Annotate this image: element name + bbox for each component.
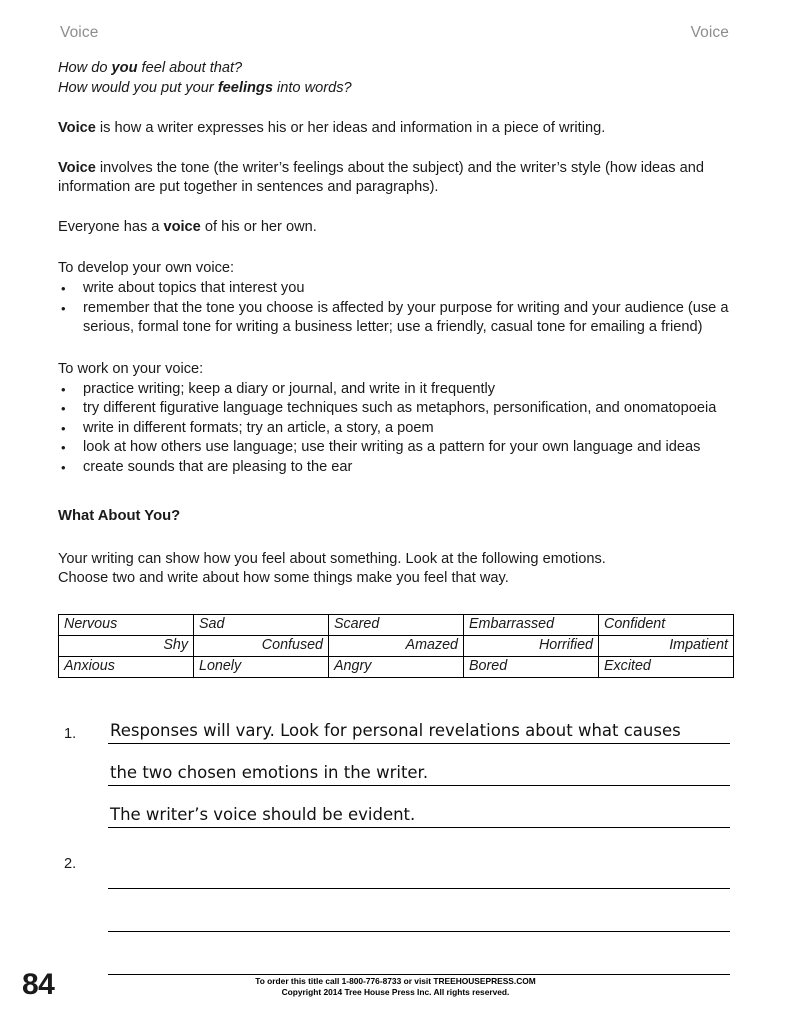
answer-area	[58, 714, 738, 975]
paragraph-2-bold: Voice	[58, 160, 96, 176]
table-cell: Horrified	[464, 636, 599, 657]
handwritten-answer-text: The writer’s voice should be evident.	[110, 805, 416, 824]
list-item-text: look at how others use language; use their writing as a pattern for your own language and ideas	[83, 439, 701, 455]
answer-line[interactable]	[108, 846, 730, 889]
handwritten-answer-text: the two chosen emotions in the writer.	[110, 763, 429, 782]
page-number: 84	[22, 968, 55, 1001]
intro-2-bold: feelings	[217, 80, 273, 96]
paragraph-2-rest: involves the tone (the writer’s feelings about the subject) and the writer’s style (how ideas and information are put together in sentences and paragraphs).	[58, 160, 704, 195]
answer-number: 1.	[64, 726, 77, 742]
paragraph-1-rest: is how a writer expresses his or her ideas and information in a piece of writing.	[95, 120, 606, 136]
list-item	[60, 419, 738, 439]
footer-note	[0, 976, 791, 998]
table-row	[59, 657, 734, 678]
bullet-icon: •	[61, 420, 66, 436]
intro-question-2	[58, 78, 738, 98]
table-cell: Bored	[464, 657, 599, 678]
table-cell: Confused	[194, 636, 329, 657]
table-row	[59, 636, 734, 657]
table-cell: Angry	[329, 657, 464, 678]
answer-item-1	[58, 714, 738, 828]
table-cell: Impatient	[599, 636, 734, 657]
intro-question-1	[58, 58, 738, 78]
exercise-prompt-line-2: Choose two and write about how some things make you feel that way.	[58, 570, 509, 586]
answer-item-2	[58, 846, 738, 975]
answer-line[interactable]	[108, 714, 730, 744]
table-cell: Embarrassed	[464, 615, 599, 636]
intro-1-pre: How do	[58, 60, 112, 76]
list-item-text: practice writing; keep a diary or journal, and write in it frequently	[83, 380, 496, 397]
running-header-right: Voice	[690, 24, 729, 41]
bullet-icon: •	[61, 440, 66, 455]
list-item-text: remember that the tone you choose is affected by your purpose for writing and your audience (use a serious, formal tone for writing a business letter; use a friendly, casual tone for emailing a friend)	[83, 299, 729, 335]
table-cell: Shy	[59, 636, 194, 657]
bullet-icon: •	[61, 459, 66, 475]
answer-number: 2.	[64, 856, 77, 872]
table-row	[59, 615, 734, 636]
table-cell: Anxious	[59, 657, 194, 678]
paragraph-3-pre: Everyone has a	[58, 219, 164, 235]
bullet-icon: •	[61, 300, 66, 316]
develop-voice-lead: To develop your own voice:	[58, 260, 235, 276]
intro-1-bold: you	[111, 60, 138, 76]
emotions-table	[58, 614, 734, 678]
list-item-text: create sounds that are pleasing to the ear	[83, 458, 353, 475]
list-item	[60, 380, 738, 400]
footer-copyright-line: Copyright 2014 Tree House Press Inc. All rights reserved.	[281, 987, 510, 997]
footer-order-line: To order this title call 1-800-776-8733 or visit TREEHOUSEPRESS.COM	[255, 976, 536, 986]
exercise-prompt	[58, 550, 738, 588]
table-cell: Nervous	[59, 615, 194, 636]
table-cell: Scared	[329, 615, 464, 636]
list-item	[60, 438, 738, 458]
list-item	[60, 279, 738, 299]
answer-line[interactable]	[108, 786, 730, 828]
answer-line[interactable]	[108, 889, 730, 932]
running-header	[60, 24, 729, 42]
work-voice-list	[58, 380, 738, 478]
list-item	[60, 458, 738, 478]
bullet-icon: •	[61, 381, 66, 397]
answer-line[interactable]	[108, 744, 730, 786]
paragraph-everyone-has-voice	[58, 218, 738, 237]
list-item-text: write about topics that interest you	[83, 280, 305, 296]
paragraph-voice-tone-style	[58, 159, 738, 197]
table-cell: Amazed	[329, 636, 464, 657]
intro-2-post: into words?	[272, 80, 352, 96]
list-item	[60, 299, 738, 338]
paragraph-1-bold: Voice	[58, 120, 96, 136]
table-cell: Confident	[599, 615, 734, 636]
work-voice-lead: To work on your voice:	[58, 360, 204, 377]
exercise-prompt-line-1: Your writing can show how you feel about something. Look at the following emotions.	[58, 551, 606, 567]
list-item-text: write in different formats; try an article, a story, a poem	[83, 419, 434, 436]
paragraph-voice-definition	[58, 119, 738, 138]
paragraph-3-post: of his or her own.	[200, 219, 317, 235]
paragraph-3-bold: voice	[163, 219, 201, 235]
develop-voice-list	[58, 279, 738, 338]
table-cell: Lonely	[194, 657, 329, 678]
page-title: What About You?	[58, 508, 181, 524]
bullet-icon: •	[61, 401, 66, 416]
answer-line[interactable]	[108, 932, 730, 975]
bullet-icon: •	[61, 281, 66, 296]
list-item-text: try different figurative language techniques such as metaphors, personification, and onomatopoeia	[83, 400, 717, 416]
content-column	[58, 58, 738, 993]
list-item	[60, 399, 738, 419]
handwritten-answer-text: Responses will vary. Look for personal revelations about what causes	[110, 721, 681, 740]
table-cell: Sad	[194, 615, 329, 636]
running-header-left: Voice	[60, 24, 99, 41]
emotions-table-wrapper	[58, 614, 738, 678]
table-cell: Excited	[599, 657, 734, 678]
intro-1-post: feel about that?	[137, 60, 243, 76]
intro-2-pre: How would you put your	[58, 80, 218, 96]
